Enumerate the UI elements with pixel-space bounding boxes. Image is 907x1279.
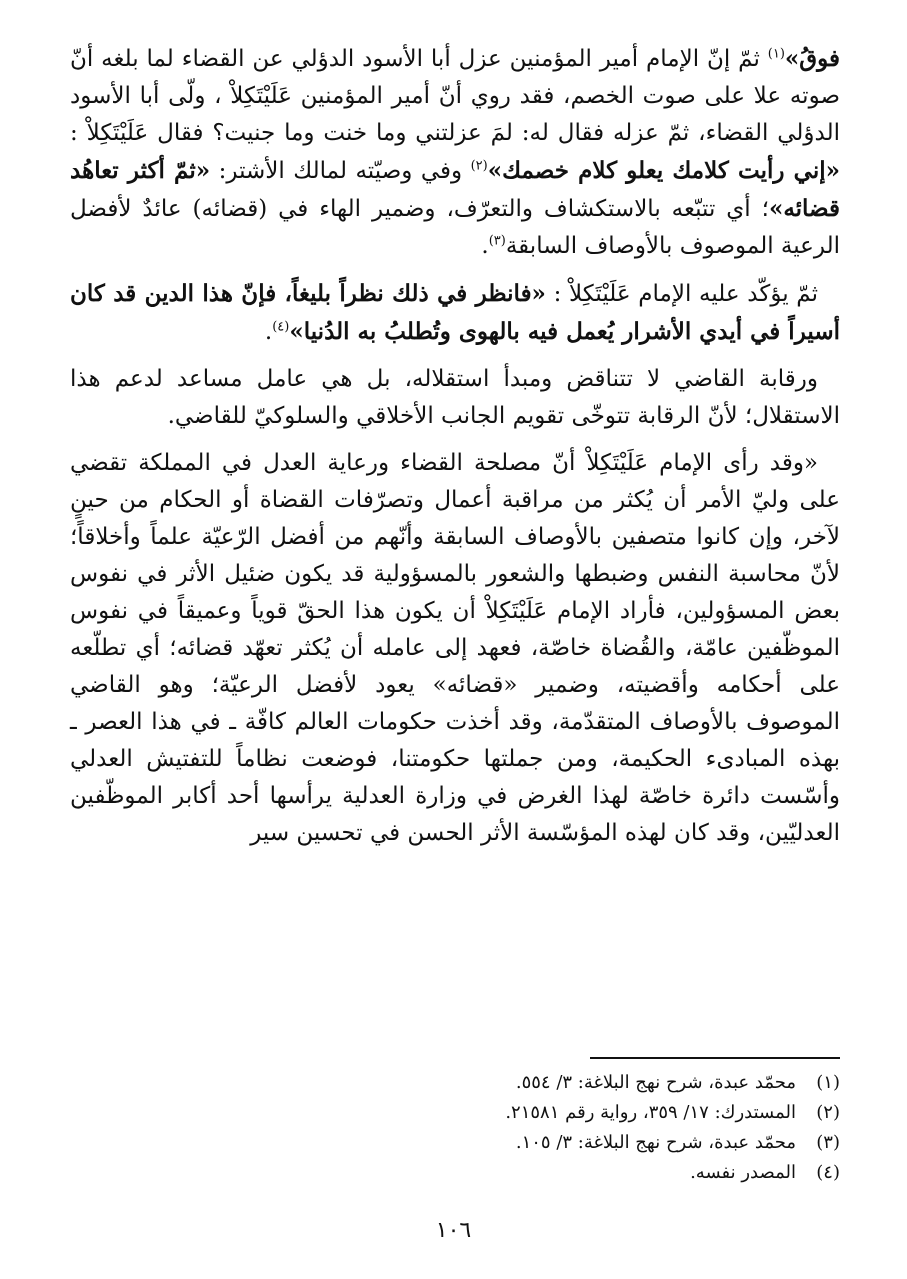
body-text: ثمّ يؤكّد عليه الإمام عَلَيْتَكِلاْ : (545, 281, 818, 307)
body-text: . (481, 233, 489, 259)
footnote-ref-1[interactable]: (١) (767, 46, 785, 62)
footnote-ref-3[interactable]: (٣) (488, 233, 506, 249)
quote-text: «إني رأيت كلامك يعلو كلام خصمك» (487, 157, 840, 184)
paragraph-3: ورقابة القاضي لا تتناقض ومبدأ استقلاله، بل هي عامل مساعد لدعم هذا الاستقلال؛ لأنّ الرقابة تتوخّى تقويم الجانب الأخلاقي والسلوكيّ للقاضي. (70, 366, 840, 429)
footnote-item (330, 1098, 840, 1128)
footnote-ref-2[interactable]: (٢) (470, 158, 488, 174)
footnote-number: (٢) (816, 1102, 840, 1123)
paragraph-1 (70, 40, 840, 265)
body-text: ؛ أي تتبّعه بالاستكشاف والتعرّف، وضمير الهاء في (قضائه) عائدٌ لأفضل الرعية الموصوف بالأوصاف السابقة (70, 196, 840, 259)
quote-text: «ثمّ أكثر تعاهُد قضائه» (70, 157, 840, 222)
footnote-item (330, 1158, 840, 1188)
body-text: ثمّ إنّ الإمام أمير المؤمنين عزل أبا الأسود الدؤلي عن القضاء لما بلغه أنّ صوته علا على صوت الخصم، فقد روي أنّ أمير المؤمنين عَلَيْتَكِلاْ ، ولّى أبا الأسود الدؤلي القضاء، ثمّ عزله فقال له: لمَ عزلتني وما خنت وما جنيت؟ فقال عَلَيْتَكِلاْ : (70, 46, 840, 146)
footnote-text: محمّد عبدة، شرح نهج البلاغة: ٣/ ١٠٥. (515, 1132, 796, 1153)
body-text: . (264, 319, 273, 345)
footnote-number: (٤) (816, 1162, 840, 1183)
page-number: ١٠٦ (435, 1218, 472, 1243)
body-text: وفي وصيّته لمالك الأشتر: (210, 158, 471, 184)
paragraph-2 (70, 275, 840, 351)
footnote-item (330, 1128, 840, 1158)
paragraph-4: «وقد رأى الإمام عَلَيْتَكِلاْ أنّ مصلحة القضاء ورعاية العدل في المملكة تقضي على وليّ الأمر أن يُكثر من مراقبة أعمال وتصرّفات القضاة أو الحكام من حينٍ لآخر، وإن كانوا متصفين بالأوصاف السابقة وأنّهم من أفضل الرّعيّة علماً وأخلاقاً؛ لأنّ محاسبة النفس وضبطها والشعور بالمسؤولية قد يكون ضئيل الأثر في نفوس بعض المسؤولين، فأراد الإمام عَلَيْتَكِلاْ أن يكون هذا الحقّ قوياً وعميقاً في نفوس الموظّفين عامّة، والقُضاة خاصّة، فعهد إلى عامله أن يُكثر تعهّد قضائه؛ أي تطلّعه على أحكامه وأقضيته، وضمير «قضائه» يعود لأفضل الرعيّة؛ وهو القاضي الموصوف بالأوصاف المتقدّمة، وقد أخذت حكومات العالم كافّة ـ في هذا العصر ـ بهذه المبادىء الحكيمة، ومن جملتها حكومتنا، فوضعت نظاماً للتفتيش العدلي وأسّست دائرة خاصّة لهذا الغرض في وزارة العدلية يرأسها أحد أكابر الموظّفين العدليّين، وقد كان لهذه المؤسّسة الأثر الحسن في تحسين سير (70, 450, 840, 846)
footnote-ref-4[interactable]: (٤) (272, 319, 290, 335)
quote-text: «فانظر في ذلك نظراً بليغاً، فإنّ هذا الدين قد كان أسيراً في أيدي الأشرار يُعمل فيه بالهوى وتُطلبُ به الدُنيا» (70, 280, 840, 345)
footnote-number: (٣) (816, 1132, 840, 1153)
page-body (70, 40, 840, 852)
quote-text: فوقُ» (784, 45, 840, 72)
footnote-text: المصدر نفسه. (690, 1162, 796, 1183)
footnotes (330, 1068, 840, 1188)
footnote-item (330, 1068, 840, 1098)
footnote-divider (590, 1057, 840, 1059)
footnote-number: (١) (816, 1072, 840, 1093)
footnote-text: المستدرك: ١٧/ ٣٥٩، رواية رقم ٢١٥٨١. (505, 1102, 796, 1123)
footnote-text: محمّد عبدة، شرح نهج البلاغة: ٣/ ٥٥٤. (515, 1072, 796, 1093)
